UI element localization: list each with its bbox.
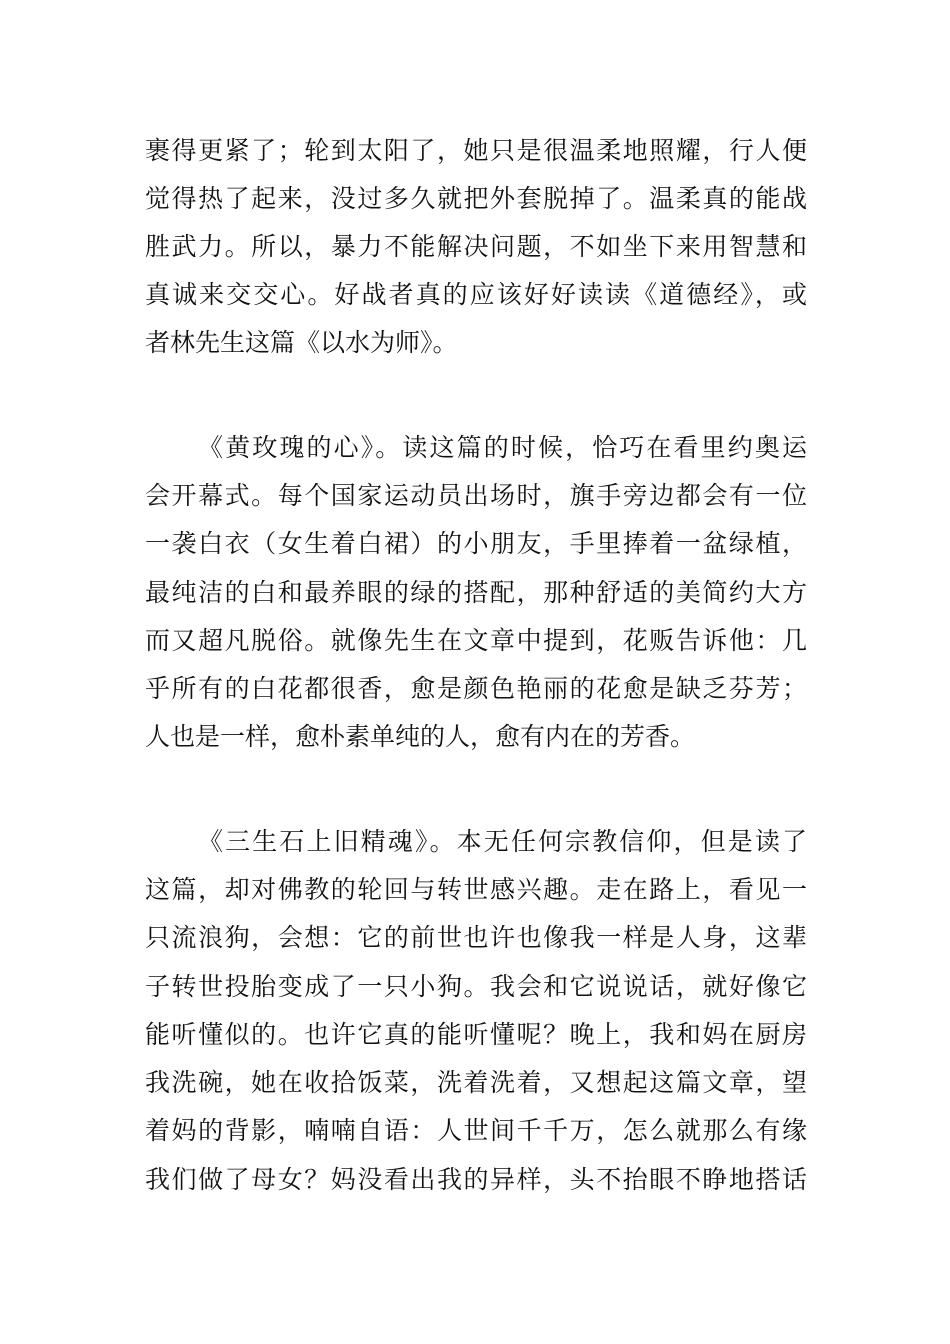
- text-line: 胜武力。所以，暴力不能解决问题，不如坐下来用智慧和: [145, 232, 807, 261]
- text-line: 乎所有的白花都很香，愈是颜色艳丽的花愈是缺乏芬芳；: [145, 674, 807, 703]
- text-line: 《三生石上旧精魂》。本无任何宗教信仰，但是读了: [198, 827, 807, 856]
- text-line: 人也是一样，愈朴素单纯的人，愈有内在的芳香。: [145, 722, 696, 751]
- text-line: 这篇，却对佛教的轮回与转世感兴趣。走在路上，看见一: [145, 875, 807, 904]
- text-line: 觉得热了起来，没过多久就把外套脱掉了。温柔真的能战: [145, 184, 807, 213]
- text-line: 最纯洁的白和最养眼的绿的搭配，那种舒适的美简约大方: [145, 578, 807, 607]
- text-line: 我洗碗，她在收拾饭菜，洗着洗着，又想起这篇文章，望: [145, 1068, 807, 1097]
- text-line: 我们做了母女？妈没看出我的异样，头不抬眼不睁地搭话: [145, 1165, 807, 1194]
- text-line: 而又超凡脱俗。就像先生在文章中提到，花贩告诉他：几: [145, 626, 807, 655]
- text-line: 着妈的背影，喃喃自语：人世间千千万，怎么就那么有缘: [145, 1116, 807, 1145]
- text-line: 者林先生这篇《以水为师》。: [145, 328, 458, 357]
- text-line: 能听懂似的。也许它真的能听懂呢？晚上，我和妈在厨房: [145, 1020, 807, 1049]
- text-line: 裹得更紧了；轮到太阳了，她只是很温柔地照耀，行人便: [145, 136, 807, 165]
- text-line: 只流浪狗，会想：它的前世也许也像我一样是人身，这辈: [145, 923, 807, 952]
- text-line: 子转世投胎变成了一只小狗。我会和它说说话，就好像它: [145, 972, 807, 1001]
- text-line: 会开幕式。每个国家运动员出场时，旗手旁边都会有一位: [145, 481, 807, 510]
- text-line: 《黄玫瑰的心》。读这篇的时候，恰巧在看里约奥运: [198, 433, 807, 462]
- text-line: 一袭白衣（女生着白裙）的小朋友，手里捧着一盆绿植，: [145, 529, 807, 558]
- text-line: 真诚来交交心。好战者真的应该好好读读《道德经》，或: [145, 280, 807, 309]
